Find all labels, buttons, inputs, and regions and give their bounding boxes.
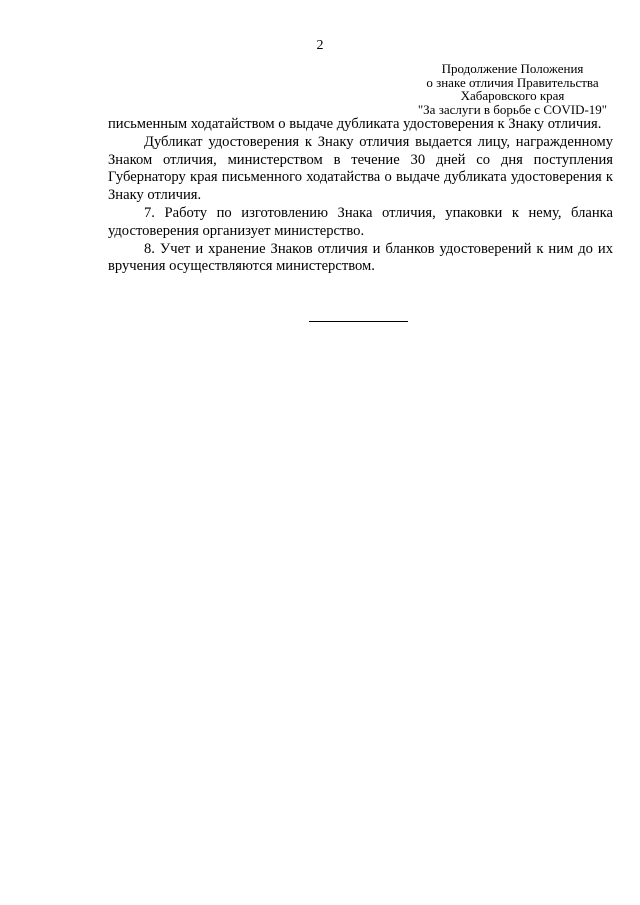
end-of-document-line xyxy=(309,321,408,322)
paragraph-duplicate-certificate: Дубликат удостоверения к Знаку отличия выдается лицу, награжденному Знаком отличия, министерством в течение 30 дней со дня поступления Губернатору края письменного ходатайства о выдаче дубликата удостоверения к Знаку отличия. xyxy=(108,133,613,204)
header-line-subject: о знаке отличия Правительства xyxy=(426,74,599,90)
header-line-region: Хабаровского края xyxy=(460,88,565,104)
paragraph-continuation: письменным ходатайством о выдаче дубликата удостоверения к Знаку отличия. xyxy=(108,116,602,132)
header-line-continuation: Продолжение Положения xyxy=(441,61,584,76)
paragraph-item-7: 7. Работу по изготовлению Знака отличия, упаковки к нему, бланка удостоверения организует министерство. xyxy=(108,204,613,239)
document-header xyxy=(400,62,625,116)
paragraph-item-8: 8. Учет и хранение Знаков отличия и бланков удостоверений к ним до их вручения осуществляются министерством. xyxy=(108,240,613,275)
header-line-award-title: "За заслуги в борьбе с COVID-19" xyxy=(417,101,608,117)
page-number: 2 xyxy=(316,38,324,53)
document-body xyxy=(108,116,613,276)
